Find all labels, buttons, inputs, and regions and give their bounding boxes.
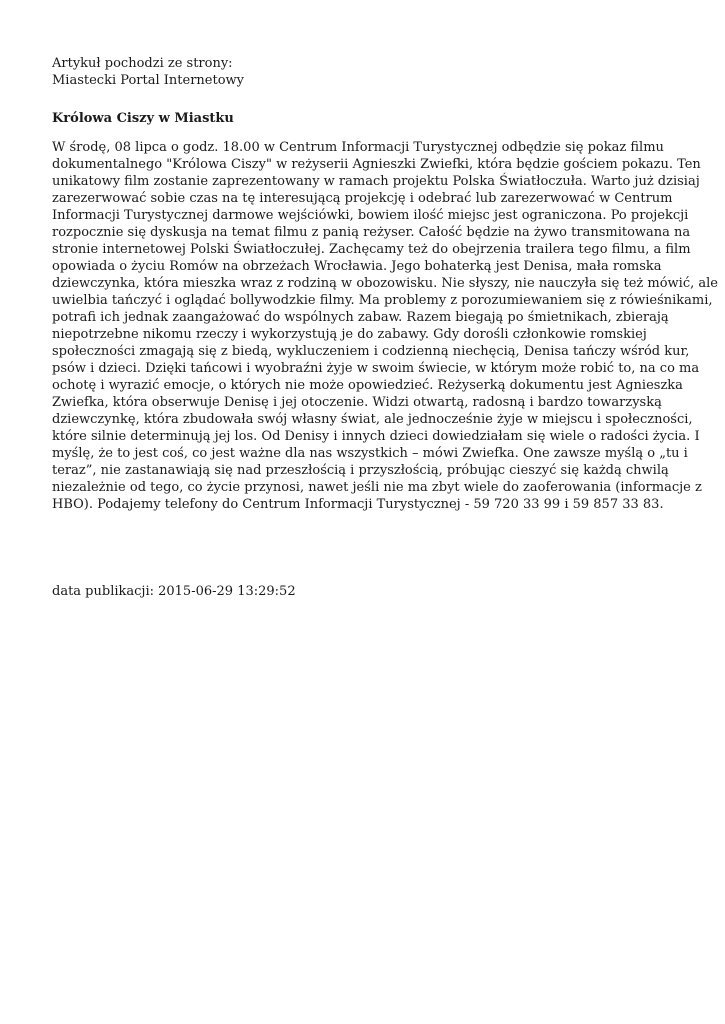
article-line: stronie internetowej Polski Światłoczułej. Zachęcamy też do obejrzenia trailera tego filmu, a film xyxy=(52,242,691,257)
source-site-name: Miastecki Portal Internetowy xyxy=(52,73,245,88)
article-line: niezależnie od tego, co życie przynosi, nawet jeśli nie ma zbyt wiele do zaoferowania (informacje z xyxy=(52,480,702,495)
article-line: Zwiefka, która obserwuje Denisę i jej otoczenie. Widzi otwartą, radosną i bardzo towarzyską xyxy=(52,395,662,410)
article-line: rozpocznie się dyskusja na temat filmu z panią reżyser. Całość będzie na żywo transmitowana na xyxy=(52,225,691,240)
publication-date: data publikacji: 2015-06-29 13:29:52 xyxy=(52,584,296,599)
article-line: W środę, 08 lipca o godz. 18.00 w Centrum Informacji Turystycznej odbędzie się pokaz filmu xyxy=(52,140,664,155)
article-line: HBO). Podajemy telefony do Centrum Informacji Turystycznej - 59 720 33 99 i 59 857 33 83. xyxy=(52,497,664,512)
article-line: społeczności zmagają się z biedą, wykluczeniem i codzienną niechęcią, Denisa tańczy wśród kur, xyxy=(52,344,690,359)
article-line: niepotrzebne nikomu rzeczy i wykorzystują je do zabawy. Gdy dorośli członkowie romskiej xyxy=(52,327,647,342)
article-line: które silnie determinują jej los. Od Denisy i innych dzieci dowiedziałam się wiele o radości życia. I xyxy=(52,429,700,444)
article-line: dokumentalnego "Królowa Ciszy" w reżyserii Agnieszki Zwiefki, która będzie gościem pokazu. Ten xyxy=(52,157,701,172)
article-line: dziewczynkę, która zbudowała swój własny świat, ale jednocześnie żyje w miejscu i społeczności, xyxy=(52,412,693,427)
article-line: Informacji Turystycznej darmowe wejściówki, bowiem ilość miejsc jest ograniczona. Po projekcji xyxy=(52,208,689,223)
article-line: opowiada o życiu Romów na obrzeżach Wrocławia. Jego bohaterką jest Denisa, mała romska xyxy=(52,259,662,274)
article-line: dziewczynka, która mieszka wraz z rodziną w obozowisku. Nie słyszy, nie nauczyła się też mówić, ale xyxy=(52,276,718,291)
source-label: Artykuł pochodzi ze strony: xyxy=(52,56,233,71)
article-line: zarezerwować sobie czas na tę interesującą projekcję i odebrać lub zarezerwować w Centrum xyxy=(52,191,673,206)
article-line: potrafi ich jednak zaangażować do wspólnych zabaw. Razem biegają po śmietnikach, zbierają xyxy=(52,310,669,325)
article-line: ochotę i wyrazić emocje, o których nie może opowiedzieć. Reżyserką dokumentu jest Agnieszka xyxy=(52,378,683,393)
article-line: myślę, że to jest coś, co jest ważne dla nas wszystkich – mówi Zwiefka. One zawsze myślą o „tu i xyxy=(52,446,688,461)
article-line: unikatowy film zostanie zaprezentowany w ramach projektu Polska Światłoczuła. Warto już dzisiaj xyxy=(52,174,700,189)
article-line: psów i dzieci. Dzięki tańcowi i wyobraźni żyje w swoim świecie, w którym może robić to, na co ma xyxy=(52,361,700,376)
source-info xyxy=(52,55,672,89)
article-body xyxy=(52,139,718,513)
article-page xyxy=(52,55,718,513)
article-title: Królowa Ciszy w Miastku xyxy=(52,111,234,126)
article-line: uwielbia tańczyć i oglądać bollywodzkie filmy. Ma problemy z porozumiewaniem się z rówieśnikami, xyxy=(52,293,713,308)
article-line: teraz”, nie zastanawiają się nad przeszłością i przyszłością, próbując cieszyć się każdą chwilą xyxy=(52,463,669,478)
